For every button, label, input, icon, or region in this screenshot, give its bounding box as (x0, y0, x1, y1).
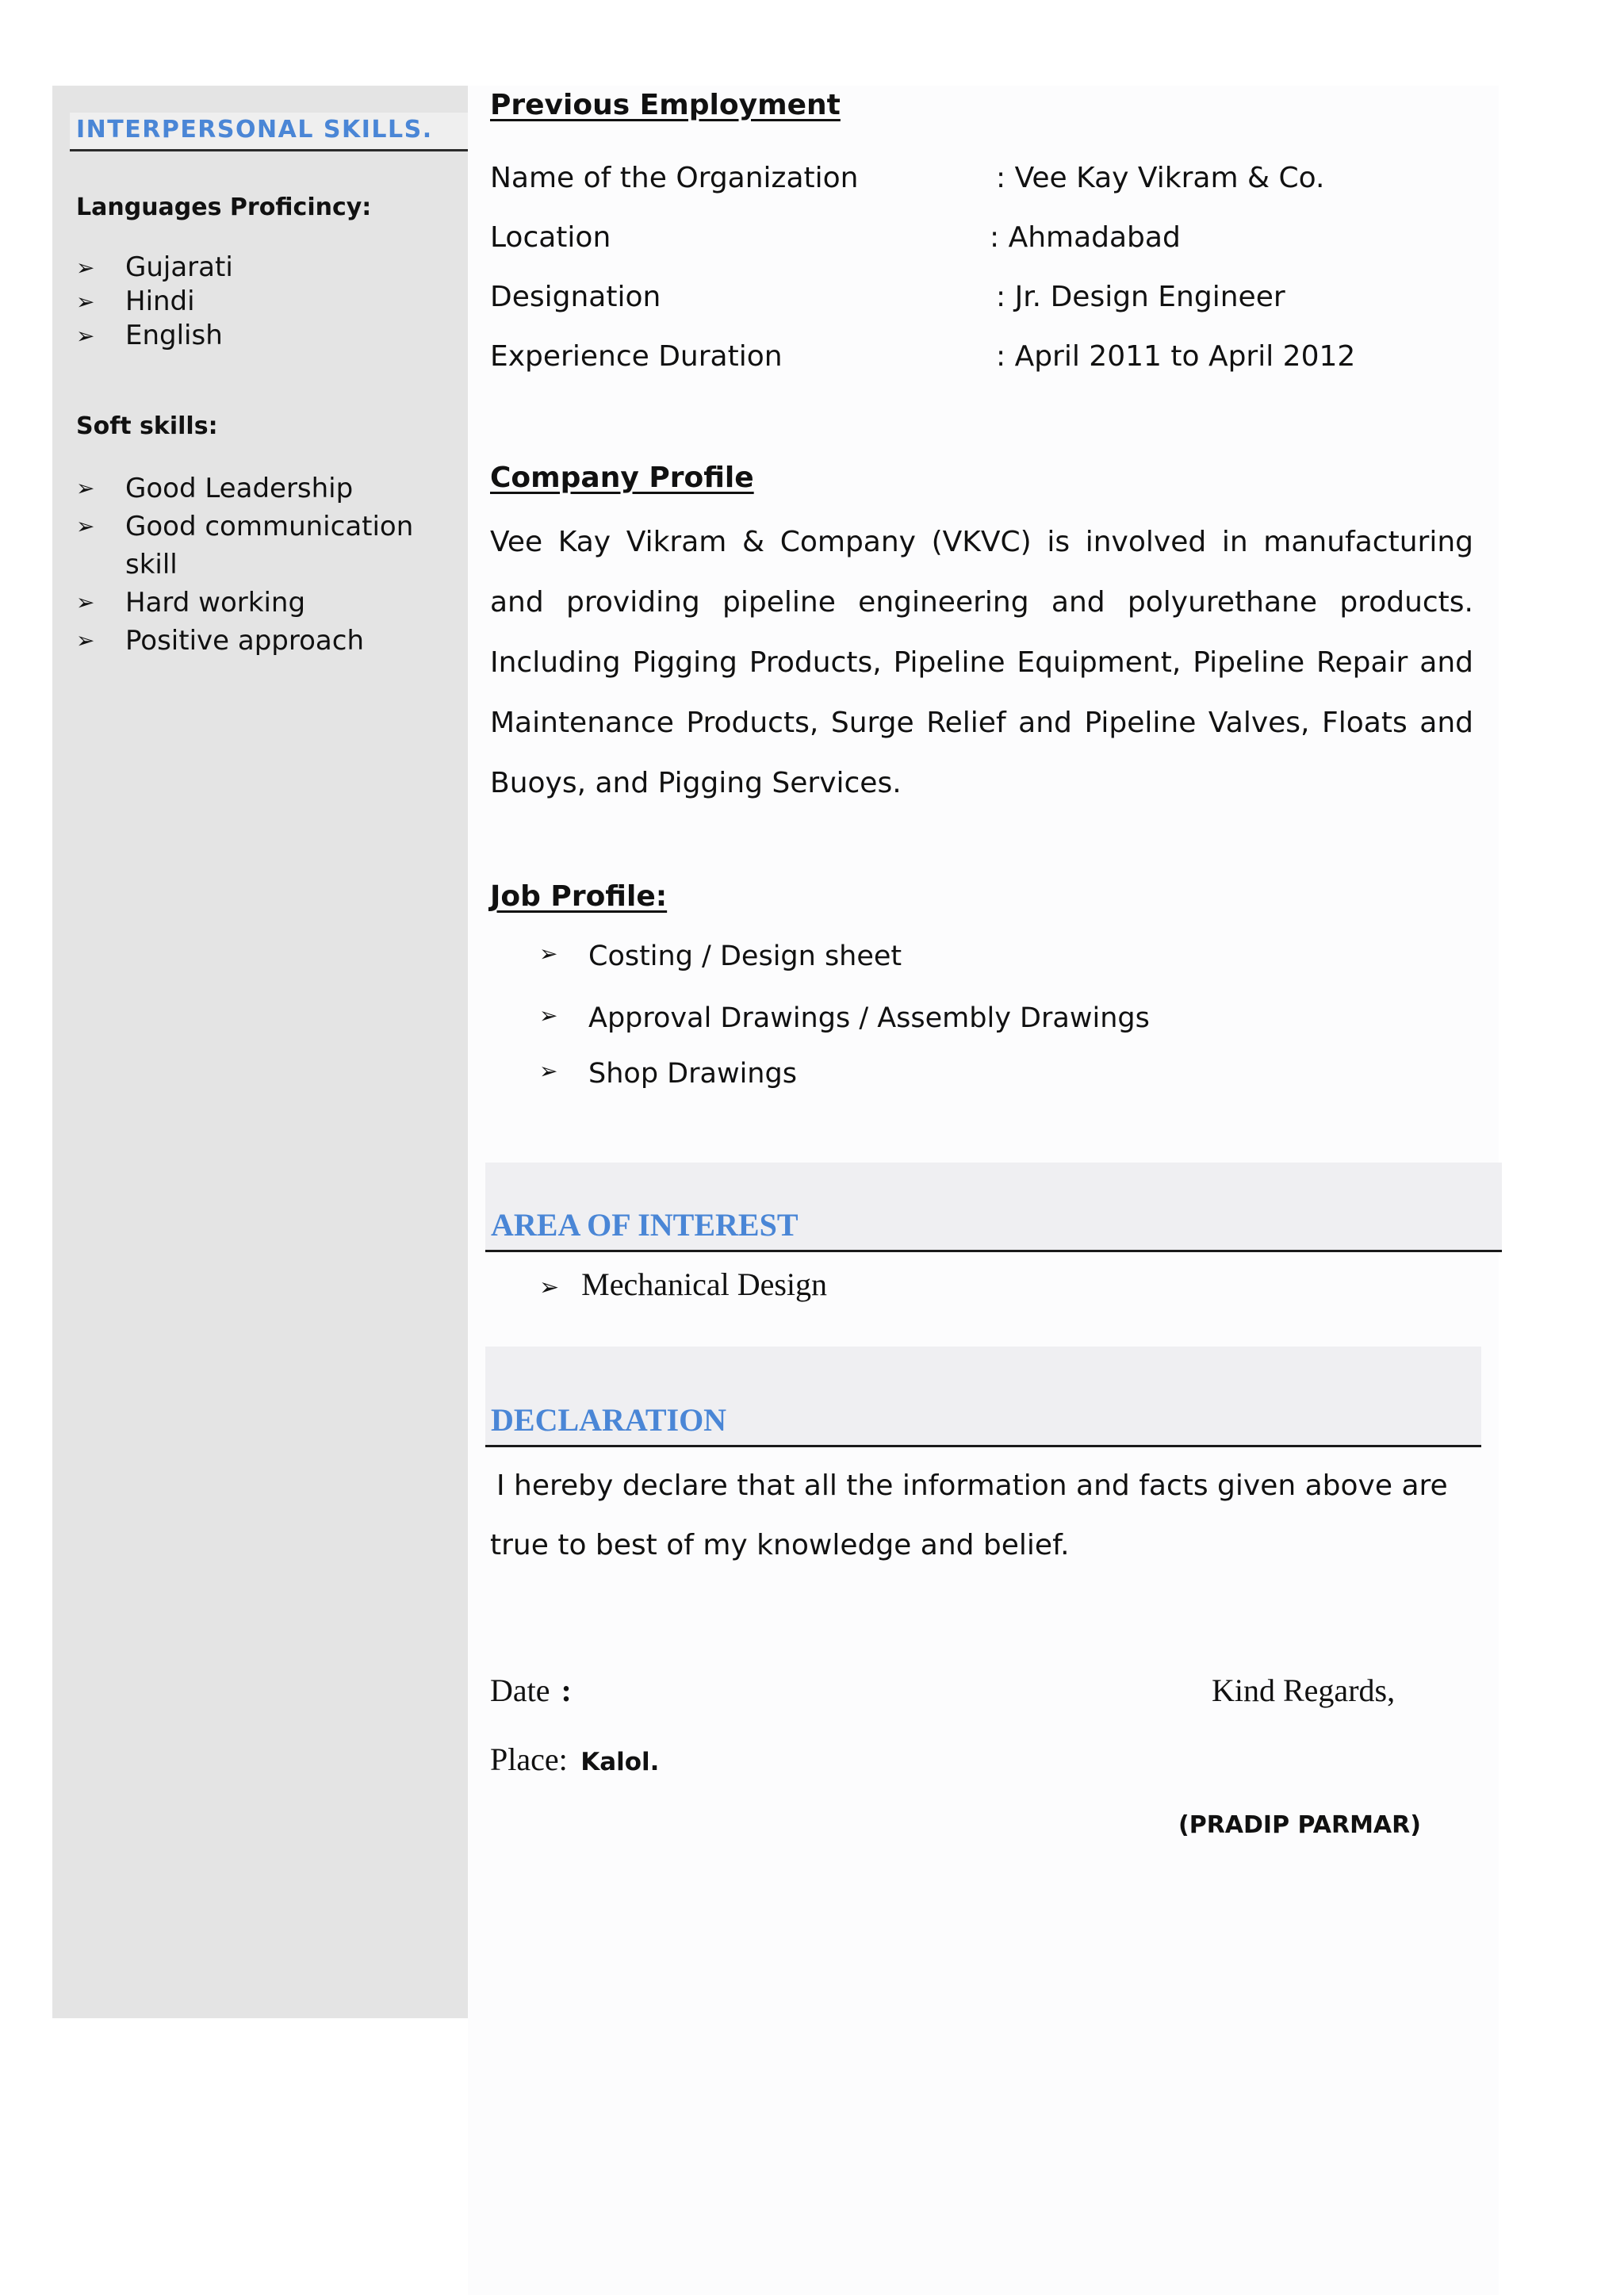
sidebar-heading: INTERPERSONAL SKILLS. (76, 116, 433, 144)
company-profile-title: Company Profile (490, 462, 754, 494)
place-value: Kalol. (580, 1748, 660, 1776)
list-item: ➢ Shop Drawings (539, 1058, 797, 1090)
date-label: Date (490, 1672, 550, 1708)
list-item: ➢ Good Leadership (76, 469, 449, 508)
interest-title: AREA OF INTEREST (491, 1207, 799, 1243)
employment-label: Designation (490, 281, 661, 313)
sidebar (52, 86, 468, 2018)
arrow-bullet-icon: ➢ (76, 475, 95, 501)
arrow-bullet-icon: ➢ (539, 1274, 560, 1301)
job-profile-title: Job Profile: (490, 880, 668, 913)
languages-list (76, 251, 233, 353)
employment-value: : Vee Kay Vikram & Co. (996, 162, 1325, 194)
list-item: ➢ Good communication skill (76, 508, 449, 584)
arrow-bullet-icon: ➢ (539, 941, 558, 967)
arrow-bullet-icon: ➢ (76, 323, 95, 349)
arrow-bullet-icon: ➢ (539, 1058, 558, 1084)
list-item: ➢ Mechanical Design (539, 1266, 828, 1302)
soft-skills-title: Soft skills: (76, 412, 218, 440)
arrow-bullet-icon: ➢ (76, 289, 95, 315)
list-item: ➢ Hard working (76, 584, 449, 622)
soft-skills-list (76, 469, 449, 660)
arrow-bullet-icon: ➢ (76, 255, 95, 281)
arrow-bullet-icon: ➢ (539, 1002, 558, 1029)
list-item: ➢ English (76, 320, 223, 351)
employment-value: : Ahmadabad (990, 221, 1181, 254)
languages-title: Languages Proficincy: (76, 193, 372, 221)
employment-label: Location (490, 221, 611, 254)
kind-regards: Kind Regards, (1212, 1672, 1396, 1708)
interest-rule (485, 1250, 1502, 1252)
arrow-bullet-icon: ➢ (76, 589, 95, 615)
declaration-rule (485, 1445, 1481, 1447)
arrow-bullet-icon: ➢ (76, 627, 95, 653)
date-line (490, 1672, 572, 1709)
place-label: Place: (490, 1741, 568, 1777)
declaration-text: I hereby declare that all the information and facts given above are true to best of my knowledge and belief. (490, 1469, 1448, 1561)
list-item: ➢ Gujarati (76, 251, 233, 283)
employment-value: : Jr. Design Engineer (996, 281, 1285, 313)
place-line (490, 1741, 659, 1778)
job-profile-list (539, 941, 1253, 1099)
date-colon: : (561, 1672, 572, 1708)
declaration-title: DECLARATION (491, 1402, 727, 1438)
list-item: ➢ Approval Drawings / Assembly Drawings (539, 1002, 1150, 1034)
arrow-bullet-icon: ➢ (76, 513, 95, 539)
list-item: ➢ Costing / Design sheet (539, 941, 902, 972)
employment-label: Experience Duration (490, 340, 783, 373)
list-item: ➢ Hindi (76, 285, 195, 317)
employment-value: : April 2011 to April 2012 (996, 340, 1356, 373)
signatory-name: (PRADIP PARMAR) (1178, 1811, 1421, 1839)
company-profile-text: Vee Kay Vikram & Company (VKVC) is involved in manufacturing and providing pipeline engineering and polyurethane products. Including Pigging Products, Pipeline Equipment, Pipeline Repair and Maintenance Products, Surge Relief and Pipeline Valves, Floats and Buoys, and Pigging Services. (490, 526, 1473, 799)
employment-title: Previous Employment (490, 89, 841, 121)
employment-label: Name of the Organization (490, 162, 859, 194)
list-item: ➢ Positive approach (76, 622, 449, 660)
